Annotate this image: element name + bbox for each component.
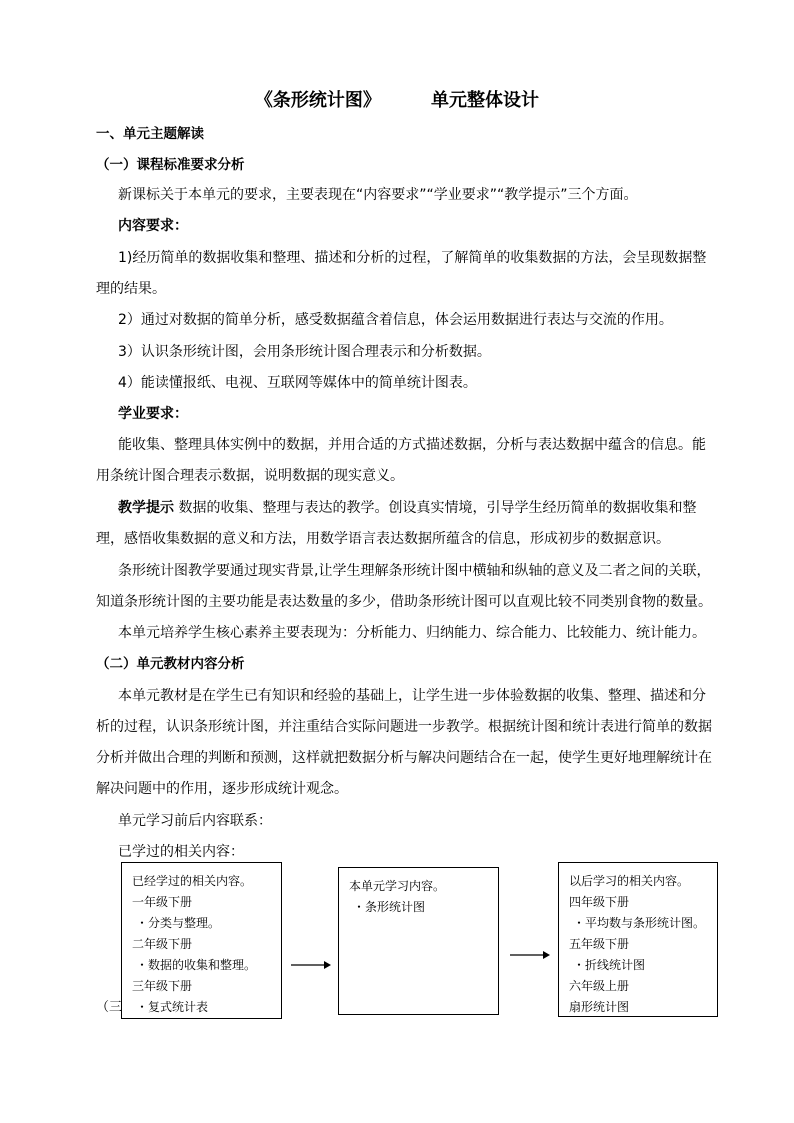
relation-label: 单元学习前后内容联系： <box>118 813 272 829</box>
analysis-line-1: 本单元教材是在学生已有知识和经验的基础上，让学生进一步体验数据的收集、整理、描述和分 <box>118 688 706 704</box>
future-box-heading: 以后学习的相关内容。 <box>569 874 690 888</box>
learned-label: 已学过的相关内容： <box>118 844 244 860</box>
arrow-right-icon <box>290 958 332 972</box>
teaching-tip-line-2: 理，感悟收集数据的意义和方法，用数学语言表达数据所蕴含的信息，形成初步的数据意识。 <box>96 531 670 547</box>
current-content-box <box>338 867 499 1015</box>
subsection-heading-2: （二）单元教材内容分析 <box>96 656 245 672</box>
previous-content-box <box>121 862 282 1019</box>
grade-2-item: ・数据的收集和整理。 <box>136 958 257 972</box>
content-req-item-1: 1)经历简单的数据收集和整理、描述和分析的过程，了解简单的收集数据的方法，会呈现数据整 <box>118 250 707 266</box>
analysis-line-4: 解决问题中的作用，逐步形成统计观念。 <box>96 781 348 797</box>
grade-6-label: 六年级上册 <box>569 979 630 993</box>
previous-box-heading: 已经学过的相关内容。 <box>132 874 253 888</box>
grade-5-label: 五年级下册 <box>569 937 630 951</box>
academic-req-line-2: 用条统计图合理表示数据，说明数据的现实意义。 <box>96 468 404 484</box>
grade-4-label: 四年级下册 <box>569 895 630 909</box>
teaching-tip-text: 数据的收集、整理与表达的教学。创设真实情境，引导学生经历简单的数据收集和整 <box>174 500 697 516</box>
grade-3-item: ・复式统计表 <box>136 1000 209 1014</box>
academic-req-line-1: 能收集、整理具体实例中的数据，并用合适的方式描述数据，分析与表达数据中蕴含的信息。能 <box>118 437 706 453</box>
teaching-tip-line-1 <box>118 498 696 518</box>
analysis-line-2: 析的过程，认识条形统计图，并注重结合实际问题进一步教学。根据统计图和统计表进行简单的数据 <box>96 719 712 735</box>
intro-paragraph: 新课标关于本单元的要求，主要表现在“内容要求”“学业要求”“教学提示”三个方面。 <box>118 187 638 203</box>
content-req-item-3: 3）认识条形统计图，会用条形统计图合理表示和分析数据。 <box>118 344 491 360</box>
section-heading-3-fragment: （三 <box>96 1000 123 1015</box>
grade-6-item: 扇形统计图 <box>569 1000 630 1014</box>
grade-4-item: ・平均数与条形统计图。 <box>573 916 706 930</box>
content-req-item-1-cont: 理的结果。 <box>96 281 166 297</box>
grade-1-item: ・分类与整理。 <box>136 916 221 930</box>
content-req-item-2: 2）通过对数据的简单分析，感受数据蕴含着信息，体会运用数据进行表达与交流的作用。 <box>118 312 673 328</box>
grade-3-label: 三年级下册 <box>132 979 193 993</box>
bar-chart-para-line-2: 知道条形统计图的主要功能是表达数量的多少，借助条形统计图可以直观比较不同类别食物的数量。 <box>96 594 712 610</box>
section-heading-1: 一、单元主题解读 <box>96 126 204 142</box>
page-title: 《条形统计图》 单元整体设计 <box>254 90 540 111</box>
academic-requirements-label: 学业要求： <box>118 406 188 422</box>
subsection-heading-1: （一）课程标准要求分析 <box>96 157 245 173</box>
bar-chart-para-line-1: 条形统计图教学要通过现实背景,让学生理解条形统计图中横轴和纵轴的意义及二者之间的关联， <box>118 563 711 579</box>
current-box-heading: 本单元学习内容。 <box>349 879 446 893</box>
content-requirements-label: 内容要求： <box>118 218 188 234</box>
core-literacy-paragraph: 本单元培养学生核心素养主要表现为：分析能力、归纳能力、综合能力、比较能力、统计能力。 <box>118 625 706 641</box>
analysis-line-3: 分析并做出合理的判断和预测，这样就把数据分析与解决问题结合在一起，使学生更好地理解统计在 <box>96 750 712 766</box>
teaching-tip-label: 教学提示 <box>118 500 174 516</box>
content-req-item-4: 4）能读懂报纸、电视、互联网等媒体中的简单统计图表。 <box>118 375 477 391</box>
grade-2-label: 二年级下册 <box>132 937 193 951</box>
grade-5-item: ・折线统计图 <box>573 958 646 972</box>
arrow-right-icon <box>509 948 551 962</box>
future-content-box <box>558 862 718 1017</box>
current-item: ・条形统计图 <box>353 900 426 914</box>
grade-1-label: 一年级下册 <box>132 895 193 909</box>
